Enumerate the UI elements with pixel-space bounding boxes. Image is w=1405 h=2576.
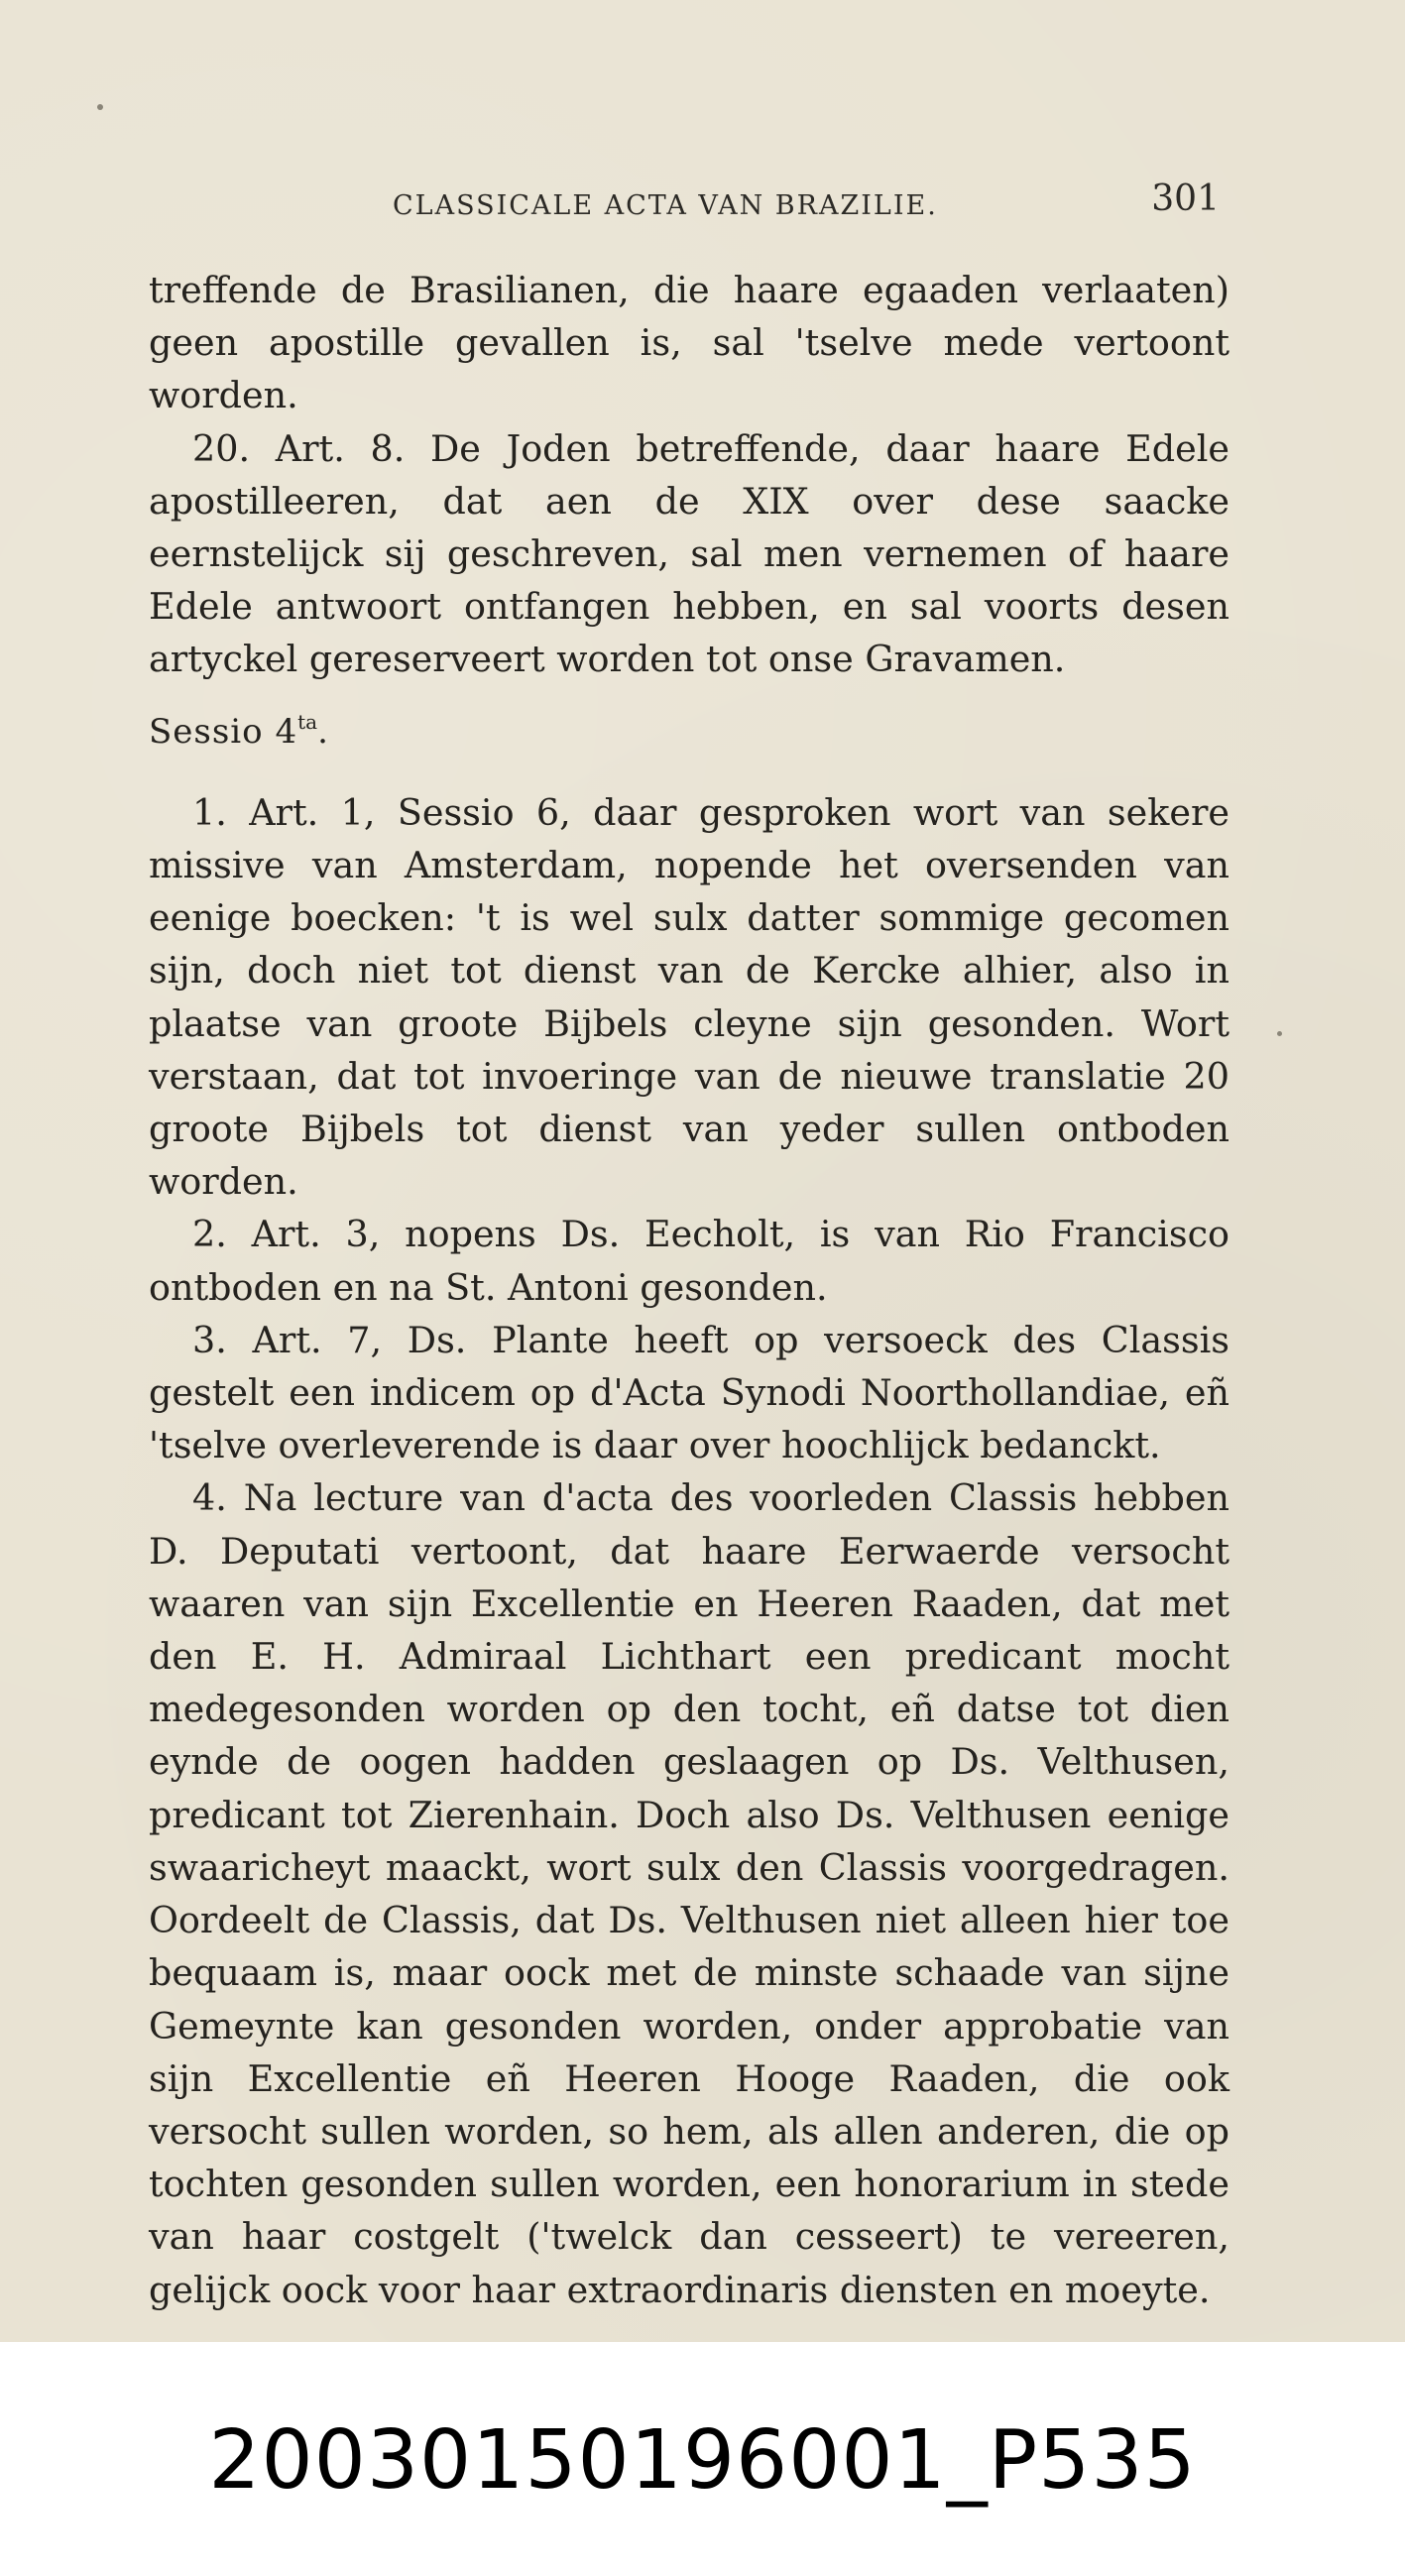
- body-text: [149, 264, 1229, 2316]
- scan-label-strip: [0, 2342, 1405, 2576]
- paper-speck: [97, 104, 103, 110]
- paragraph-article-20: 20. Art. 8. De Joden betreffende, daar haare Edele apostilleeren, dat aen de XIX over dese saacke eernstelijck sij geschreven, sal men vernemen of haare Edele antwoort ontfangen hebben, en sal voorts desen artyckel gereserveert worden tot onse Gravamen.: [149, 426, 1229, 681]
- paragraph-item-3: 3. Art. 7, Ds. Plante heeft op versoeck des Classis gestelt een indicem op d'Acta Synodi Noorthollandiae, eñ 'tselve overleverende is daar over hoochlijck bedanckt.: [149, 1318, 1229, 1467]
- section-heading-text: Sessio 4: [149, 711, 298, 752]
- paragraph-item-4: 4. Na lecture van d'acta des voorleden Classis hebben D. Deputati vertoont, dat haare Eerwaerde versocht waaren van sijn Excellentie en Heeren Raaden, dat met den E. H. Admiraal Lichthart een predicant mocht medegesonden worden op den tocht, eñ datse tot dien eynde de oogen hadden geslaagen op Ds. Velthusen, predicant tot Zierenhain. Doch also Ds. Velthusen eenige swaaricheyt maackt, wort sulx den Classis voorgedragen. Oordeelt de Classis, dat Ds. Velthusen niet alleen hier toe bequaam is, maar oock met de minste schaade van sijne Gemeynte kan gesonden worden, onder approbatie van sijn Excellentie eñ Heeren Hooge Raaden, die ook versocht sullen worden, so hem, als allen anderen, die op tochten gesonden sullen worden, een honorarium in stede van haar costgelt ('twelck dan cesseert) te vereeren, gelijck oock voor haar extraordinaris diensten en moeyte.: [149, 1476, 1229, 2311]
- section-heading-superscript: ta: [297, 709, 318, 734]
- paragraph-item-1: 1. Art. 1, Sessio 6, daar gesproken wort van sekere missive van Amsterdam, nopende het oversenden van eenige boecken: 't is wel sulx datter sommige gecomen sijn, doch niet tot dienst van de Kercke alhier, also in plaatse van groote Bijbels cleyne sijn gesonden. Wort verstaan, dat tot invoeringe van de nieuwe translatie 20 groote Bijbels tot dienst van yeder sullen ontboden worden.: [149, 790, 1229, 1204]
- running-header: [149, 178, 1220, 226]
- paragraph-item-2: 2. Art. 3, nopens Ds. Eecholt, is van Rio Francisco ontboden en na St. Antoni gesonden.: [149, 1213, 1229, 1309]
- section-heading-suffix: .: [317, 711, 329, 752]
- running-title: CLASSICALE ACTA VAN BRAZILIE.: [393, 190, 938, 221]
- section-heading: [149, 686, 1229, 786]
- page-number: 301: [1151, 178, 1220, 219]
- paragraph-continued: treffende de Brasilianen, die haare egaaden verlaaten) geen apostille gevallen is, sal 'tselve mede vertoont worden.: [149, 269, 1229, 417]
- scan-identifier: 20030150196001_P535: [208, 2413, 1197, 2508]
- paper-speck: [1277, 1031, 1282, 1036]
